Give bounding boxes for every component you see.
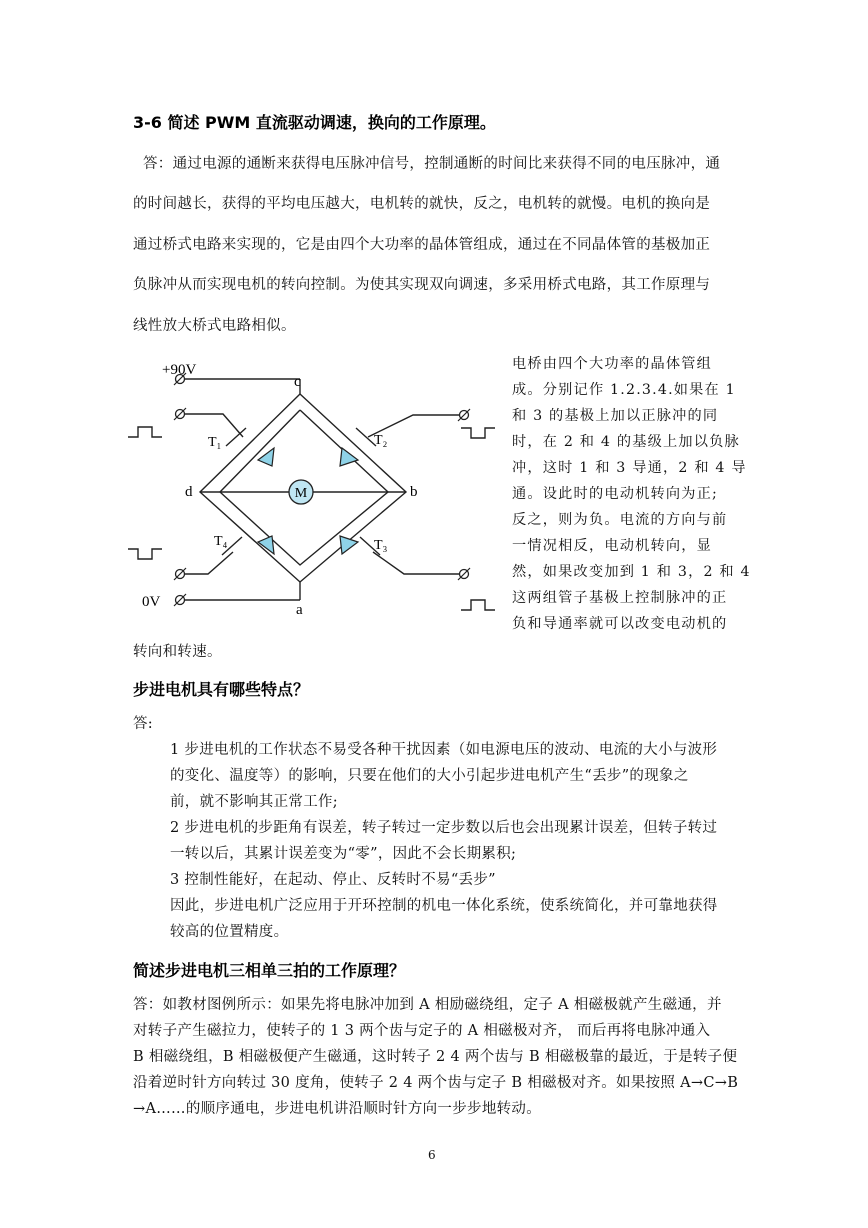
section-title-three-phase: 简述步进电机三相单三拍的工作原理？	[133, 961, 406, 980]
list-line: 的变化、温度等）的影响，只要在他们的大小引起步进电机产生“丢步”的现象之	[170, 768, 689, 784]
page-number: 6	[428, 1148, 436, 1162]
label-t1: T₁	[208, 435, 222, 450]
paragraph-line: 线性放大桥式电路相似。	[133, 318, 296, 334]
paragraph-line: 答：通过电源的通断来获得电压脉冲信号，控制通断的时间比来获得不同的电压脉冲，通	[143, 156, 721, 172]
list-line: 较高的位置精度。	[170, 924, 289, 940]
list-line: 前，就不影响其正常工作;	[170, 794, 338, 810]
label-t4: T₄	[214, 534, 228, 549]
paragraph-line: B 相磁绕组，B 相磁极便产生磁通，这时转子 2 4 两个齿与 B 相磁极靠的最近，于是转子便	[133, 1049, 738, 1065]
answer-label: 答:	[133, 716, 153, 732]
list-line: 3 控制性能好，在起动、停止、反转时不易“丢步”	[170, 872, 496, 888]
paragraph-line: 的时间越长，获得的平均电压越大，电机转的就快，反之，电机转的就慢。电机的换向是	[133, 196, 711, 212]
node-b: b	[410, 484, 418, 500]
side-line: 一情况相反，电动机转向，显	[512, 538, 713, 554]
section-title-pwm: 3-6 简述 PWM 直流驱动调速，换向的工作原理。	[133, 113, 496, 132]
side-line: 成。分别记作 1.2.3.4.如果在 1	[512, 382, 736, 398]
node-a: a	[296, 602, 303, 618]
list-line: 因此，步进电机广泛应用于开环控制的机电一体化系统，使系统简化，并可靠地获得	[170, 898, 718, 914]
paragraph-line: 负脉冲从而实现电机的转向控制。为使其实现双向调速，多采用桥式电路，其工作原理与	[133, 277, 711, 293]
list-line: 一转以后，其累计误差变为“零”，因此不会长期累积;	[170, 846, 517, 862]
side-line: 冲，这时 1 和 3 导通，2 和 4 导	[512, 460, 747, 476]
motor-label: M	[294, 486, 308, 501]
h-bridge-circuit-diagram	[128, 352, 500, 622]
paragraph-line: 答：如教材图例所示：如果先将电脉冲加到 A 相励磁绕组，定子 A 相磁极就产生磁通，并	[133, 997, 722, 1013]
side-line: 反之，则为负。电流的方向与前	[512, 512, 728, 528]
label-0v: 0V	[142, 594, 161, 610]
side-line: 这两组管子基极上控制脉冲的正	[512, 590, 728, 606]
node-c: c	[294, 374, 301, 390]
list-line: 2 步进电机的步距角有误差，转子转过一定步数以后也会出现累计误差，但转子转过	[170, 820, 718, 836]
paragraph-line: 通过桥式电路来实现的，它是由四个大功率的晶体管组成，通过在不同晶体管的基极加正	[133, 237, 711, 253]
side-line: 时，在 2 和 4 的基级上加以负脉	[512, 434, 740, 450]
paragraph-line: 沿着逆时针方向转过 30 度角，使转子 2 4 两个齿与定子 B 相磁极对齐。如果按照 A→C→B	[133, 1075, 739, 1091]
paragraph-line: →A……的顺序通电，步进电机讲沿顺时针方向一步步地转动。	[133, 1101, 542, 1117]
paragraph-line: 对转子产生磁拉力，使转子的 1 3 两个齿与定子的 A 相磁极对齐， 而后再将电脉冲通入	[133, 1023, 711, 1039]
side-line: 电桥由四个大功率的晶体管组	[512, 356, 713, 372]
node-d: d	[185, 484, 193, 500]
label-plus90v: +90V	[162, 362, 197, 378]
side-line: 和 3 的基极上加以正脉冲的同	[512, 408, 719, 424]
side-line: 通。设此时的电动机转向为正;	[512, 486, 719, 502]
label-t3: T₃	[374, 538, 388, 553]
paragraph-line: 转向和转速。	[133, 644, 222, 660]
section-title-stepper-features: 步进电机具有哪些特点？	[133, 680, 310, 699]
side-line: 负和导通率就可以改变电动机的	[512, 616, 728, 632]
list-line: 1 步进电机的工作状态不易受各种干扰因素（如电源电压的波动、电流的大小与波形	[170, 742, 718, 758]
label-t2: T₂	[374, 433, 388, 448]
side-line: 然，如果改变加到 1 和 3，2 和 4	[512, 564, 751, 580]
